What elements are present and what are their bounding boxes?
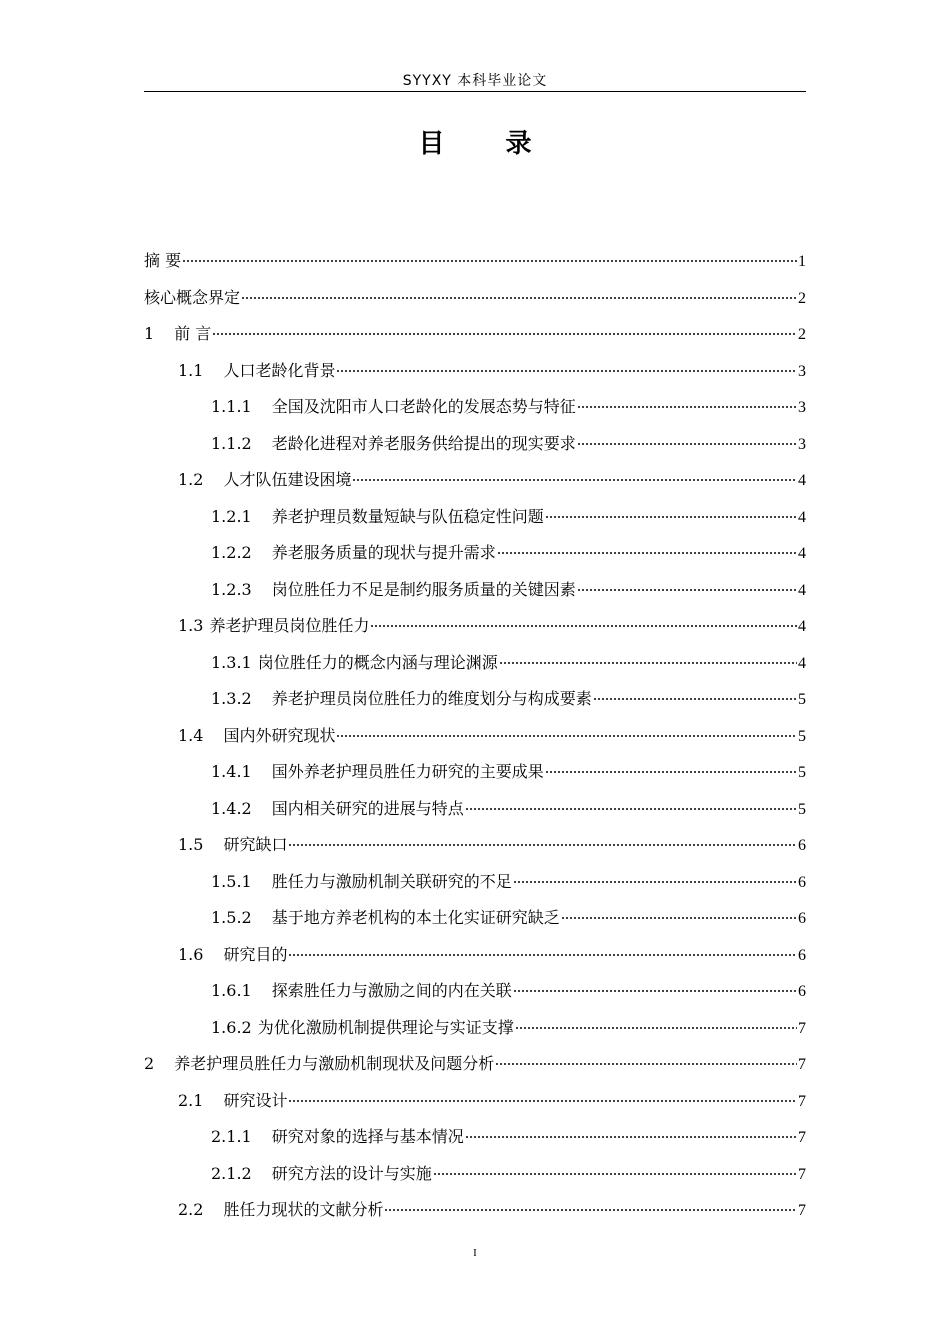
toc-entry-page: 2: [798, 326, 806, 343]
toc-entry[interactable]: [144, 426, 806, 463]
toc-entry-page: 7: [798, 1202, 806, 1219]
toc-entry-title: 为优化激励机制提供理论与实证支撑: [257, 1017, 514, 1037]
toc-entry-page: 6: [798, 837, 806, 854]
toc-entry-number: 1.5: [178, 835, 204, 854]
toc-entry[interactable]: [144, 499, 806, 536]
toc-entry[interactable]: [144, 535, 806, 572]
toc-entry[interactable]: [144, 280, 806, 317]
dot-leader: [513, 990, 797, 992]
toc-entry-page: 1: [798, 253, 806, 270]
toc-entry-number: 1.2: [178, 470, 204, 489]
toc-entry-number: 1: [144, 324, 155, 343]
toc-entry-number: 2.2: [178, 1200, 204, 1219]
toc-entry-page: 6: [798, 910, 806, 927]
toc-entry-title: 核心概念界定: [144, 287, 241, 307]
toc-entry-number: 1.4.2: [211, 798, 252, 818]
toc-entry-number: 1.4.1: [211, 762, 252, 781]
toc-title: 目 录: [418, 129, 558, 159]
toc-entry-title: 养老护理员胜任力与激励机制现状及问题分析: [174, 1054, 495, 1073]
toc-entry-page: 4: [798, 545, 806, 562]
toc-entry-title: 养老护理员岗位胜任力: [209, 616, 370, 635]
dot-leader: [515, 1027, 797, 1029]
toc-entry-number: 2.1: [178, 1090, 204, 1110]
toc-entry[interactable]: [144, 1083, 806, 1120]
toc-entry[interactable]: [144, 1046, 806, 1083]
toc-entry[interactable]: [144, 462, 806, 499]
toc-entry-title: 国内相关研究的进展与特点: [271, 798, 464, 818]
toc-entry[interactable]: [144, 1192, 806, 1229]
toc-entry-page: 5: [798, 691, 806, 708]
toc-entry-title: 养老服务质量的现状与提升需求: [271, 543, 496, 562]
toc-entry-title: 胜任力与激励机制关联研究的不足: [271, 871, 512, 891]
dot-leader: [336, 735, 797, 737]
dot-leader: [561, 917, 797, 919]
dot-leader: [288, 1100, 797, 1102]
toc-entry-page: 7: [798, 1019, 806, 1037]
dot-leader: [241, 297, 797, 299]
dot-leader: [352, 479, 797, 481]
toc-entry[interactable]: [144, 937, 806, 974]
toc-entry[interactable]: [144, 754, 806, 791]
toc-entry[interactable]: [144, 1119, 806, 1156]
toc-entry-page: 3: [798, 399, 806, 416]
toc-entry[interactable]: [144, 316, 806, 353]
toc-entry-title: 人口老龄化背景: [223, 360, 336, 380]
dot-leader: [465, 808, 797, 810]
toc-entry-page: 5: [798, 800, 806, 818]
toc-entry-title: 研究方法的设计与实施: [271, 1163, 432, 1183]
toc-entry-number: 1.2.1: [211, 506, 252, 526]
toc-entry-number: 1.1.2: [211, 433, 252, 453]
toc-entry-page: 3: [798, 435, 806, 453]
toc-entry-title: 胜任力现状的文献分析: [223, 1200, 384, 1219]
toc-entry[interactable]: [144, 864, 806, 901]
toc-entry[interactable]: [144, 681, 806, 718]
toc-entry-number: 1.6.2: [211, 1017, 252, 1037]
dot-leader: [212, 333, 797, 335]
toc-entry-title: 研究缺口: [223, 835, 288, 854]
dot-leader: [499, 662, 797, 664]
dot-leader: [577, 406, 797, 408]
toc-entry-number: 1.5.2: [211, 908, 252, 927]
toc-entry[interactable]: [144, 243, 806, 280]
toc-entry-title: 养老护理员岗位胜任力的维度划分与构成要素: [271, 689, 592, 708]
toc-entry-page: 3: [798, 362, 806, 380]
dot-leader: [336, 370, 797, 372]
toc-entry-number: 1.1.1: [211, 397, 252, 416]
toc-entry-page: 7: [798, 1092, 806, 1110]
dot-leader: [370, 625, 797, 627]
dot-leader: [545, 771, 797, 773]
toc-entry-title: 岗位胜任力不足是制约服务质量的关键因素: [271, 579, 576, 599]
toc-entry-title: 摘 要: [144, 251, 182, 270]
dot-leader: [182, 260, 797, 262]
toc-entry-number: 1.2.3: [211, 579, 252, 599]
toc-entry-title: 老龄化进程对养老服务供给提出的现实要求: [271, 433, 576, 453]
toc-entry-number: 1.3.1: [211, 652, 252, 672]
toc-entry-page: 7: [798, 1056, 806, 1073]
toc-entry[interactable]: [144, 608, 806, 645]
toc-entry[interactable]: [144, 1010, 806, 1047]
dot-leader: [545, 516, 797, 518]
dot-leader: [288, 844, 797, 846]
toc-entry-page: 6: [798, 946, 806, 964]
dot-leader: [384, 1209, 797, 1211]
toc-entry-title: 人才队伍建设困境: [223, 470, 352, 489]
toc-entry-title: 研究设计: [223, 1090, 288, 1110]
toc-entry-number: 1.1: [178, 360, 204, 380]
toc-entry[interactable]: [144, 827, 806, 864]
dot-leader: [497, 552, 797, 554]
toc-entry-title: 探索胜任力与激励之间的内在关联: [271, 981, 512, 1000]
toc-entry-number: 1.4: [178, 725, 204, 745]
dot-leader: [577, 443, 797, 445]
toc-entry[interactable]: [144, 645, 806, 682]
toc-entry-title: 全国及沈阳市人口老龄化的发展态势与特征: [271, 397, 576, 416]
table-of-contents: [144, 243, 806, 1229]
toc-entry-number: 1.6: [178, 944, 204, 964]
page-number: I: [473, 1247, 477, 1259]
toc-entry-page: 5: [798, 764, 806, 781]
toc-entry-page: 6: [798, 983, 806, 1000]
toc-entry-number: 2.1.1: [211, 1127, 252, 1146]
dot-leader: [577, 589, 797, 591]
toc-entry[interactable]: [144, 900, 806, 937]
toc-entry[interactable]: [144, 718, 806, 755]
toc-entry-page: 4: [798, 654, 806, 672]
dot-leader: [495, 1063, 797, 1065]
dot-leader: [593, 698, 797, 700]
header-rule: [144, 91, 806, 92]
toc-entry[interactable]: [144, 791, 806, 828]
toc-entry-number: 1.3: [178, 616, 204, 635]
toc-entry-page: 5: [798, 727, 806, 745]
toc-entry-page: 4: [798, 508, 806, 526]
toc-entry-title: 前 言: [174, 324, 212, 343]
toc-entry[interactable]: [144, 389, 806, 426]
dot-leader: [288, 954, 797, 956]
toc-entry-title: 国外养老护理员胜任力研究的主要成果: [271, 762, 544, 781]
running-header: SYYXY 本科毕业论文: [402, 73, 548, 89]
toc-entry-number: 2.1.2: [211, 1163, 252, 1183]
toc-entry-number: 2: [144, 1054, 155, 1073]
toc-entry[interactable]: [144, 973, 806, 1010]
toc-entry-title: 基于地方养老机构的本土化实证研究缺乏: [271, 908, 560, 927]
toc-entry-page: 4: [798, 618, 806, 635]
toc-entry-title: 研究对象的选择与基本情况: [271, 1127, 464, 1146]
toc-entry-page: 2: [798, 289, 806, 307]
toc-entry-number: 1.6.1: [211, 981, 252, 1000]
toc-entry-page: 7: [798, 1129, 806, 1146]
toc-entry-page: 6: [798, 873, 806, 891]
toc-entry-title: 养老护理员数量短缺与队伍稳定性问题: [271, 506, 544, 526]
toc-entry[interactable]: [144, 353, 806, 390]
toc-entry-number: 1.3.2: [211, 689, 252, 708]
toc-entry-title: 国内外研究现状: [223, 725, 336, 745]
toc-entry[interactable]: [144, 1156, 806, 1193]
toc-entry-number: 1.2.2: [211, 543, 252, 562]
toc-entry-title: 研究目的: [223, 944, 288, 964]
toc-entry-page: 4: [798, 581, 806, 599]
toc-entry-title: 岗位胜任力的概念内涵与理论渊源: [257, 652, 498, 672]
dot-leader: [513, 881, 797, 883]
dot-leader: [465, 1136, 797, 1138]
toc-entry-number: 1.5.1: [211, 871, 252, 891]
toc-entry[interactable]: [144, 572, 806, 609]
toc-entry-page: 7: [798, 1165, 806, 1183]
dot-leader: [433, 1173, 797, 1175]
toc-entry-page: 4: [798, 472, 806, 489]
